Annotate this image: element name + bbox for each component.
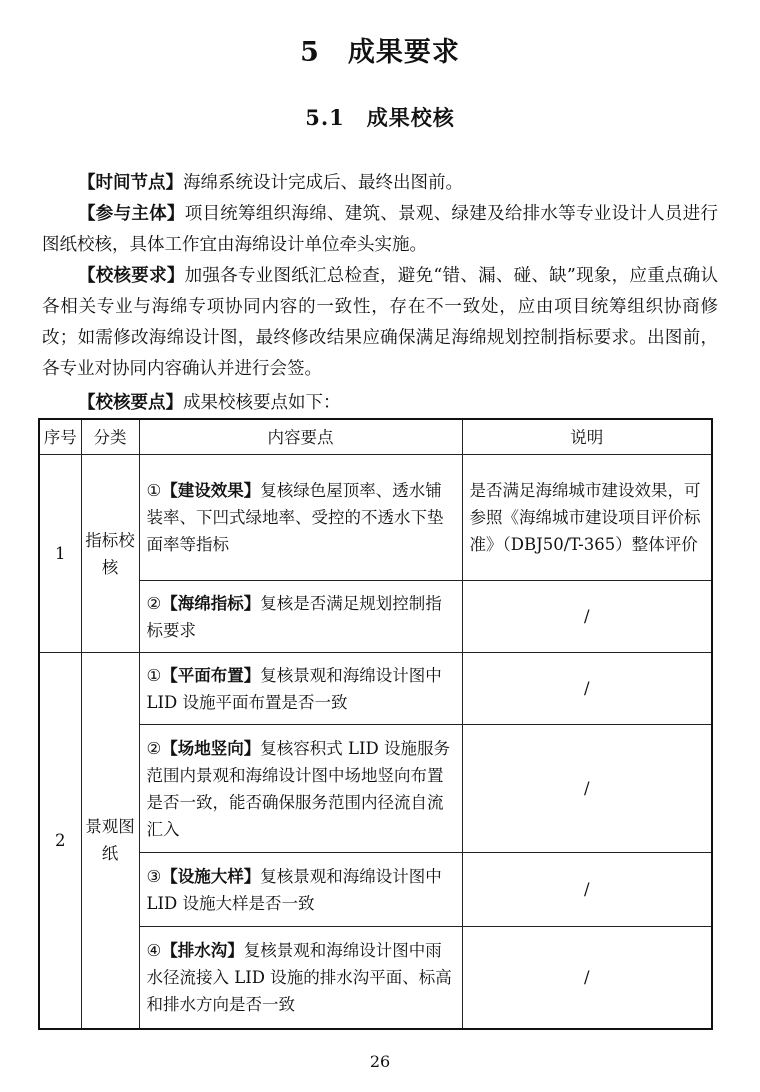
paragraph-time xyxy=(42,168,718,199)
row-key: 【平面布置】 xyxy=(161,665,261,685)
row-prefix: ① xyxy=(146,481,162,500)
table-row xyxy=(39,725,712,853)
row-prefix: ④ xyxy=(146,940,162,960)
row-note: / xyxy=(462,725,712,853)
row-prefix: ① xyxy=(146,665,162,685)
paragraph-text: 项目统筹组织海绵、建筑、景观、绿建及给排水等专业设计人员进行图纸校核，具体工作宜由海绵设计单位牵头实施。 xyxy=(42,204,719,255)
row-key: 【设施大样】 xyxy=(161,866,261,886)
row-note: / xyxy=(462,653,712,725)
chapter-title: 5 成果要求 xyxy=(300,37,460,68)
table-row xyxy=(39,927,712,1029)
table-row xyxy=(39,455,712,581)
paragraph-text: 成果校核要点如下： xyxy=(183,393,341,413)
row-text: 复核景观和海绵设计图中 LID 设施大样是否一致 xyxy=(146,866,442,913)
paragraph-label: 【参与主体】 xyxy=(78,204,185,224)
header-no: 序号 xyxy=(39,419,81,455)
row-category: 指标校核 xyxy=(81,455,139,653)
row-prefix: ② xyxy=(146,738,162,758)
row-key: 【建设效果】 xyxy=(161,481,261,500)
paragraph-keypoints xyxy=(42,390,718,416)
row-key: 【排水沟】 xyxy=(161,940,244,960)
row-content xyxy=(139,581,462,653)
row-content xyxy=(139,927,462,1029)
paragraph-text: 海绵系统设计完成后、最终出图前。 xyxy=(183,173,463,193)
row-content xyxy=(139,725,462,853)
row-number: 2 xyxy=(39,653,81,1029)
row-number: 1 xyxy=(39,455,81,653)
page-number: 26 xyxy=(369,1052,391,1071)
row-text: 复核景观和海绵设计图中 LID 设施平面布置是否一致 xyxy=(146,665,442,712)
row-content xyxy=(139,455,462,581)
table-row xyxy=(39,581,712,653)
header-category: 分类 xyxy=(81,419,139,455)
section-title: 5.1 成果校核 xyxy=(305,105,455,130)
paragraph-participants xyxy=(42,199,718,261)
row-text: 复核景观和海绵设计图中雨水径流接入 LID 设施的排水沟平面、标高和排水方向是否一致 xyxy=(146,940,452,1014)
row-note: / xyxy=(462,853,712,927)
row-text: 复核绿色屋顶率、透水铺装率、下凹式绿地率、受控的不透水下垫面率等指标 xyxy=(146,481,444,554)
table-header-row xyxy=(39,419,712,455)
paragraph-label: 【校核要求】 xyxy=(78,266,185,286)
row-content xyxy=(139,653,462,725)
paragraph-text: 加强各专业图纸汇总检查，避免“错、漏、碰、缺”现象，应重点确认各相关专业与海绵专项协同内容的一致性，存在不一致处，应由项目统筹组织协商修改；如需修改海绵设计图，最终修改结果应确保满足海绵规划控制指标要求。出图前，各专业对协同内容确认并进行会签。 xyxy=(42,266,718,379)
row-prefix: ③ xyxy=(146,866,162,886)
row-text: 复核容积式 LID 设施服务范围内景观和海绵设计图中场地竖向布置是否一致，能否确保服务范围内径流自流汇入 xyxy=(146,738,450,839)
checkpoints-table xyxy=(38,418,713,1030)
paragraph-label: 【校核要点】 xyxy=(78,393,183,413)
row-text: 复核是否满足规划控制指标要求 xyxy=(146,593,442,640)
row-category: 景观图纸 xyxy=(81,653,139,1029)
row-prefix: ② xyxy=(146,593,162,613)
row-key: 【场地竖向】 xyxy=(161,738,261,758)
row-key: 【海绵指标】 xyxy=(161,593,261,613)
table-row xyxy=(39,653,712,725)
table-row xyxy=(39,853,712,927)
header-note: 说明 xyxy=(462,419,712,455)
header-content: 内容要点 xyxy=(139,419,462,455)
row-note: 是否满足海绵城市建设效果，可参照《海绵城市建设项目评价标准》（DBJ50/T-365）整体评价 xyxy=(462,455,712,581)
row-note: / xyxy=(462,581,712,653)
paragraph-requirements xyxy=(42,261,718,385)
row-content xyxy=(139,853,462,927)
row-note: / xyxy=(462,927,712,1029)
paragraph-label: 【时间节点】 xyxy=(78,173,183,193)
